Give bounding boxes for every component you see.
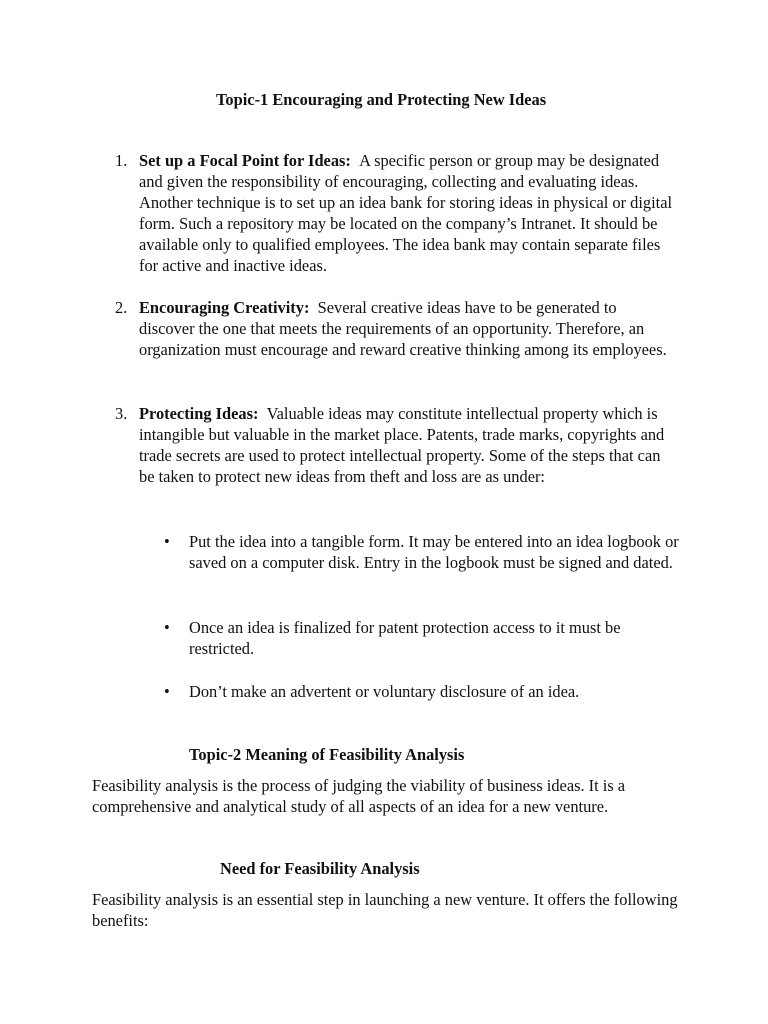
need-heading: Need for Feasibility Analysis	[220, 859, 420, 878]
item-lead: Encouraging Creativity:	[139, 298, 310, 317]
list-item	[115, 297, 675, 360]
bullet-item	[164, 617, 684, 659]
bullet-text: Don’t make an advertent or voluntary disclosure of an idea.	[189, 682, 580, 701]
topic2-paragraph: Feasibility analysis is the process of judging the viability of business ideas. It is a comprehensive and analytical study of all aspects of an idea for a new venture.	[92, 776, 626, 816]
bullet-item	[164, 531, 684, 573]
bullet-text: Once an idea is finalized for patent protection access to it must be restricted.	[189, 618, 621, 658]
bullet-marker: •	[164, 532, 170, 551]
item-body	[139, 297, 675, 360]
topic1-heading: Topic-1 Encouraging and Protecting New Ideas	[216, 90, 547, 109]
item-lead: Protecting Ideas:	[139, 404, 259, 423]
item-lead: Set up a Focal Point for Ideas:	[139, 151, 351, 170]
item-text: Valuable ideas may constitute intellectual property which is intangible but valuable in the market place. Patents, trade marks, copyrights and trade secrets are used to protect intellectual property. Some of the steps that can be taken to protect new ideas from theft and loss are as under:	[139, 404, 665, 486]
item-text: A specific person or group may be designated and given the responsibility of encouraging, collecting and evaluating ideas. Another technique is to set up an idea bank for storing ideas in physical or digital form. Such a repository may be located on the company’s Intranet. It should be available only to qualified employees. The idea bank may contain separate files for active and inactive ideas.	[139, 151, 673, 275]
bullet-text: Put the idea into a tangible form. It may be entered into an idea logbook or saved on a computer disk. Entry in the logbook must be signed and dated.	[189, 532, 679, 572]
bullet-marker: •	[164, 618, 170, 637]
list-item	[115, 150, 675, 276]
list-item	[115, 403, 675, 487]
item-text: Several creative ideas have to be generated to discover the one that meets the requirements of an opportunity. Therefore, an organization must encourage and reward creative thinking among its employees.	[139, 298, 667, 359]
item-body	[139, 403, 675, 487]
item-number: 2.	[115, 298, 128, 317]
bullet-item	[164, 681, 684, 702]
item-body	[139, 150, 675, 276]
need-paragraph: Feasibility analysis is an essential step in launching a new venture. It offers the following benefits:	[92, 890, 678, 930]
item-number: 1.	[115, 151, 128, 170]
item-number: 3.	[115, 404, 128, 423]
bullet-marker: •	[164, 682, 170, 701]
topic2-heading: Topic-2 Meaning of Feasibility Analysis	[189, 745, 465, 764]
